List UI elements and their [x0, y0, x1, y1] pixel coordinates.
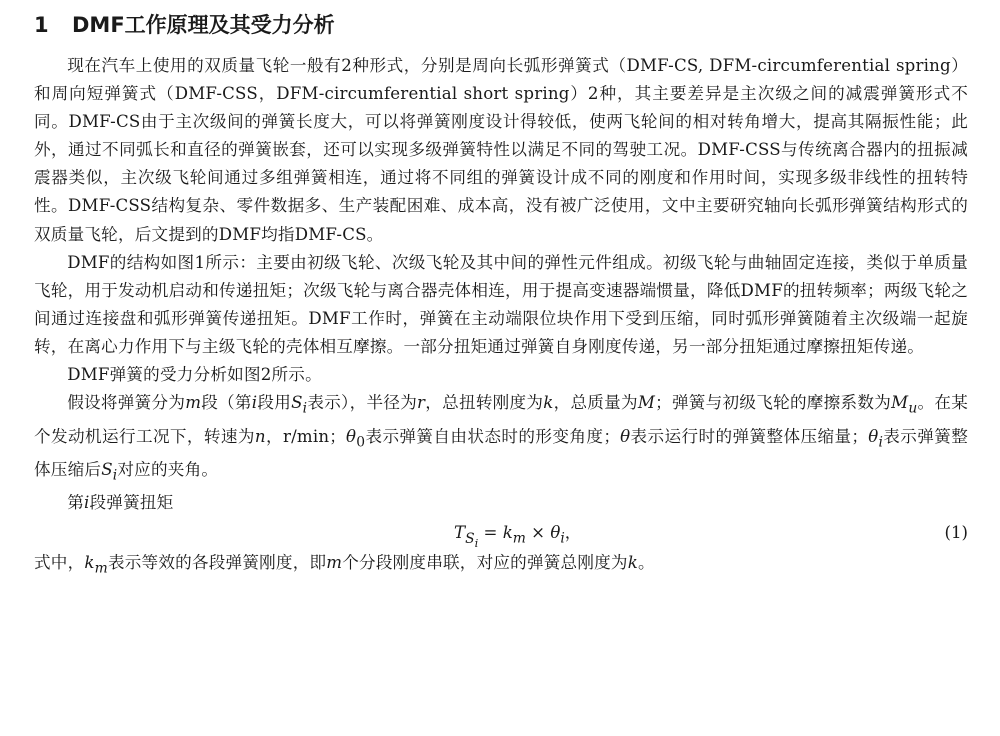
paragraph-dmf-structure: DMF的结构如图1所示：主要由初级飞轮、次级飞轮及其中间的弹性元件组成。初级飞轮与曲轴固定连接，类似于单质量飞轮，用于发动机启动和传递扭矩；次级飞轮与离合器壳体相连，用于提高变速器端惯量，降低DMF的扭转频率；两级飞轮之间通过连接盘和弧形弹簧传递扭矩。DMF工作时，弹簧在主动端限位块作用下受到压缩，同时弧形弹簧随着主次级端一起旋转，在离心力作用下与主级飞轮的壳体相互摩擦。一部分扭矩通过弹簧自身刚度传递，另一部分扭矩通过摩擦扭矩传递。	[34, 252, 968, 356]
equation-1	[34, 517, 968, 549]
var-thetai: θ	[868, 426, 879, 446]
section-heading	[34, 10, 968, 40]
var-m: m	[185, 393, 202, 413]
paragraph-torque-intro: 第i段弹簧扭矩	[67, 493, 174, 513]
equation-expression: $T_{S_i} = k_m \times \theta_i$，	[454, 523, 582, 550]
var-k-2: k	[627, 553, 638, 573]
var-m-2: m	[326, 553, 343, 573]
paragraph-force-analysis-ref: DMF弹簧的受力分析如图2所示。	[67, 365, 322, 385]
paragraph-equation-explanation: 式中，$k_m$表示等效的各段弹簧刚度，即m个分段刚度串联，对应的弹簧总刚度为k。	[34, 553, 655, 577]
var-Mu: M	[891, 393, 909, 413]
paper-page	[34, 10, 968, 583]
var-i: i	[251, 393, 258, 413]
paragraph-dmf-types: 现在汽车上使用的双质量飞轮一般有2种形式，分别是周向长弧形弹簧式（DMF-CS, DFM-circumferential spring）和周向短弹簧式（DMF-CSS，DFM-circumferential short spring）2种，其主要差异是主次级之间的减震弹簧形式不同。DMF-CS由于主次级间的弹簧长度大，可以将弹簧刚度设计得较低，使两飞轮间的相对转角增大，提高其隔振性能；此外，通过不同弧长和直径的弹簧嵌套，还可以实现多级弹簧特性以满足不同的驾驶工况。DMF-CSS与传统离合器内的扭振减震器类似，主次级飞轮间通过多组弹簧相连，通过将不同组的弹簧设计成不同的刚度和作用时间，实现多级非线性的扭转特性。DMF-CSS结构复杂、零件数据多、生产装配困难、成本高，没有被广泛使用，文中主要研究轴向长弧形弹簧结构形式的双质量飞轮，后文提到的DMF均指DMF-CS。	[34, 56, 968, 244]
paragraph-assumptions: 假设将弹簧分为m段（第i段用$S_i$表示），半径为r，总扭转刚度为k，总质量为M；弹簧与初级飞轮的摩擦系数为$M_u$。在某个发动机运行工况下，转速为n，r/min；$\theta_0$表示弹簧自由状态时的形变角度；θ表示运行时的弹簧整体压缩量；$\theta_i$表示弹簧整体压缩后$S_i$对应的夹角。	[34, 393, 969, 484]
var-i-2: i	[83, 493, 90, 513]
var-theta: θ	[620, 426, 631, 446]
section-title: DMF工作原理及其受力分析	[72, 13, 335, 37]
var-si-2: S	[101, 459, 113, 479]
var-si: S	[291, 393, 303, 413]
var-n: n	[254, 426, 266, 446]
equation-number: (1)	[944, 523, 968, 543]
var-M: M	[637, 393, 656, 413]
var-theta0: θ	[346, 426, 357, 446]
section-number: 1	[34, 13, 49, 37]
var-k: k	[543, 393, 554, 413]
var-r: r	[417, 393, 426, 413]
var-km: k	[84, 553, 95, 573]
